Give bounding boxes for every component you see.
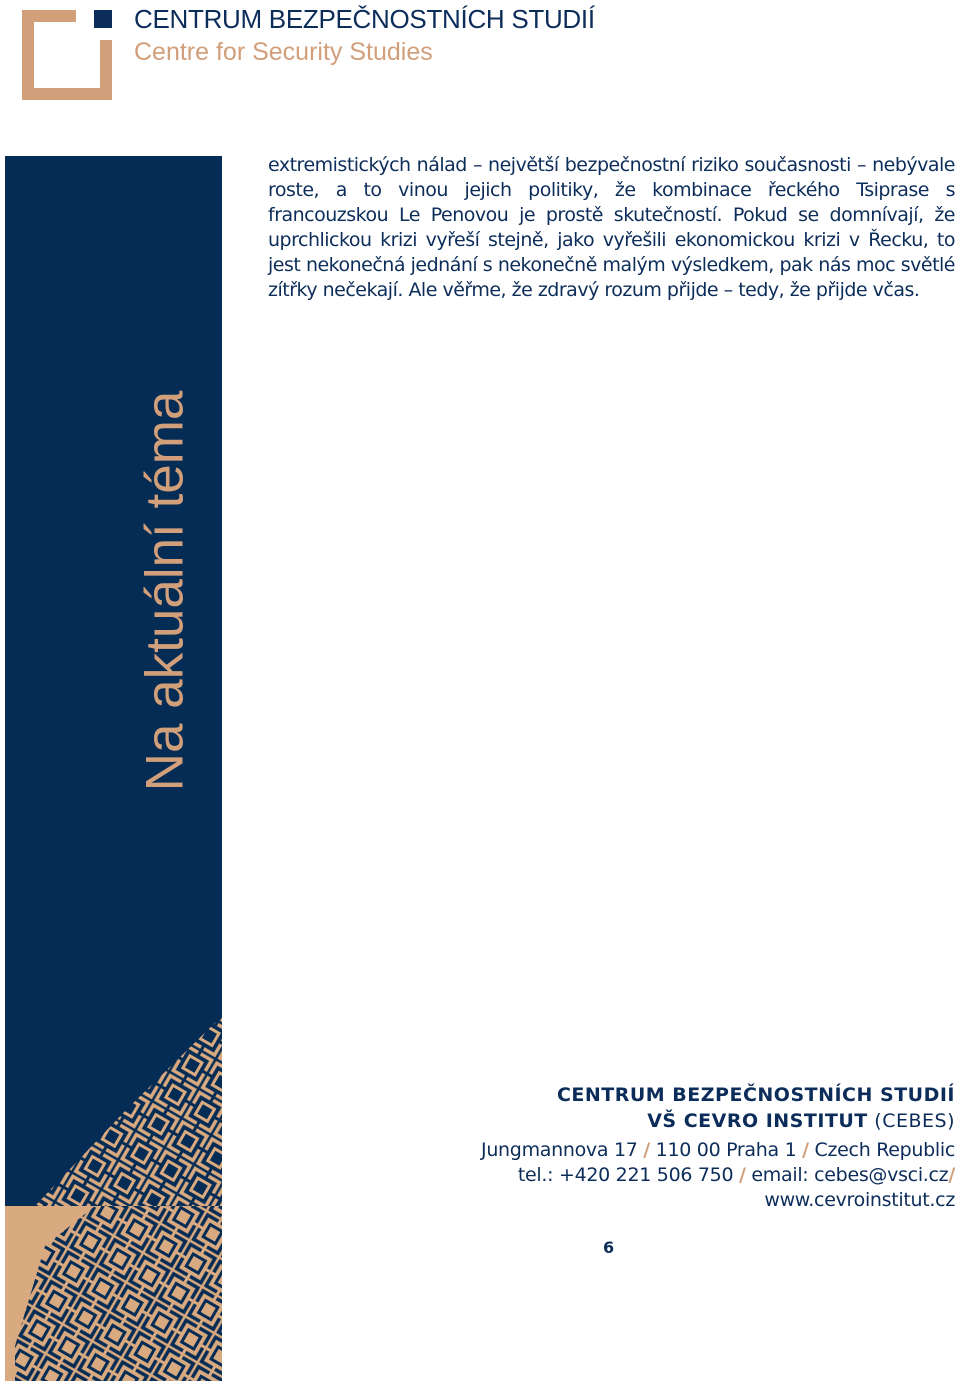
footer-address-line: [395, 1138, 955, 1163]
footer-contact-line: [395, 1163, 955, 1188]
sidebar-section-title: Na aktuální téma: [135, 390, 195, 792]
footer-website[interactable]: www.cevroinstitut.cz: [764, 1189, 955, 1211]
footer-separator: /: [802, 1139, 809, 1161]
footer-org-name: CENTRUM BEZPEČNOSTNÍCH STUDIÍ: [556, 1084, 955, 1106]
logo-title-czech: CENTRUM BEZPEČNOSTNÍCH STUDIÍ: [134, 4, 595, 34]
square-bracket-logo-icon: [22, 10, 112, 100]
logo-title-english: Centre for Security Studies: [134, 38, 433, 66]
page-number: 6: [603, 1238, 615, 1257]
sidebar-panel: [5, 156, 222, 1381]
footer-separator: /: [643, 1139, 650, 1161]
geometric-knot-pattern-icon: [5, 1016, 222, 1381]
footer-institute-name: VŠ CEVRO INSTITUT: [647, 1110, 868, 1132]
article-paragraph: extremistických nálad – největší bezpečnostní riziko současnosti – nebývale roste, a to vinou jejich politiky, že kombinace řeckého Tsiprase s francouzskou Le Penovou je prostě skutečností. Pokud se domnívají, že uprchlickou krizi vyřeší stejně, jako vyřešili ekonomickou krizi v Řecku, to jest nekonečná jednání s nekonečně malým výsledkem, pak nás moc světlé zítřky nečekají. Ale věřme, že zdravý rozum přijde – tedy, že přijde včas.: [268, 154, 955, 301]
footer-country: Czech Republic: [814, 1139, 955, 1161]
footer-separator: /: [948, 1164, 955, 1186]
footer-city: 110 00 Praha 1: [655, 1139, 797, 1161]
footer-phone: tel.: +420 221 506 750: [517, 1164, 734, 1186]
footer-separator: /: [739, 1164, 746, 1186]
footer-institute-line: [395, 1108, 955, 1134]
footer-street: Jungmannova 17: [481, 1139, 638, 1161]
footer-email: email: cebes@vsci.cz: [751, 1164, 949, 1186]
footer-institute-abbr: (CEBES): [867, 1110, 955, 1132]
contact-footer: [395, 1082, 955, 1213]
